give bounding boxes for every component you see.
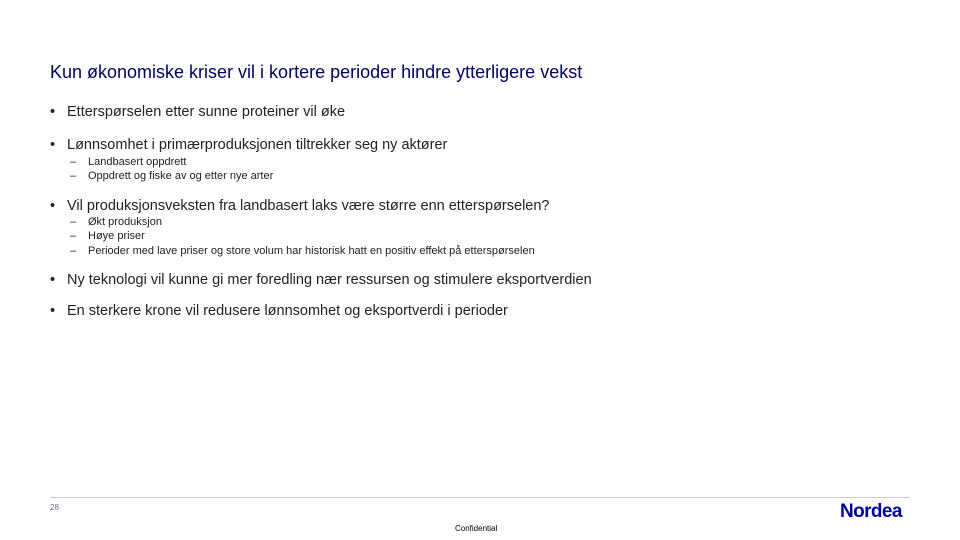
page-number: 28 bbox=[50, 503, 59, 512]
bullet-marker: • bbox=[50, 272, 56, 288]
bullet-item bbox=[50, 104, 345, 120]
bullet-text: Etterspørselen etter sunne proteiner vil øke bbox=[67, 104, 346, 120]
bullet-marker: • bbox=[50, 137, 56, 153]
sub-bullet-marker: – bbox=[70, 170, 77, 182]
confidential-label: Confidential bbox=[455, 524, 498, 533]
slide-title: Kun økonomiske kriser vil i kortere perioder hindre ytterligere vekst bbox=[50, 62, 583, 82]
bullet-marker: • bbox=[50, 104, 56, 120]
sub-bullet-text: Høye priser bbox=[88, 230, 145, 242]
sub-bullet-item bbox=[70, 170, 273, 182]
sub-bullet-text: Landbasert oppdrett bbox=[88, 156, 187, 168]
bullet-item bbox=[50, 198, 550, 214]
bullet-item bbox=[50, 272, 592, 288]
sub-bullet-item bbox=[70, 156, 186, 168]
bullet-text: Ny teknologi vil kunne gi mer foredling nær ressursen og stimulere eksportverdien bbox=[67, 272, 592, 288]
sub-bullet-marker: – bbox=[70, 156, 77, 168]
bullet-text: En sterkere krone vil redusere lønnsomhet og eksportverdi i perioder bbox=[67, 303, 508, 319]
sub-bullet-item bbox=[70, 245, 535, 257]
bullet-text: Lønnsomhet i primærproduksjonen tiltrekker seg ny aktører bbox=[67, 137, 448, 153]
bullet-text: Vil produksjonsveksten fra landbasert laks være større enn etterspørselen? bbox=[67, 198, 550, 214]
sub-bullet-item bbox=[70, 230, 145, 242]
sub-bullet-marker: – bbox=[70, 216, 77, 228]
footer-divider bbox=[50, 497, 910, 498]
bullet-marker: • bbox=[50, 303, 56, 319]
bullet-marker: • bbox=[50, 198, 56, 214]
bullet-item bbox=[50, 137, 447, 153]
sub-bullet-text: Perioder med lave priser og store volum har historisk hatt en positiv effekt på etterspørselen bbox=[88, 245, 535, 257]
sub-bullet-marker: – bbox=[70, 245, 77, 257]
nordea-logo bbox=[840, 498, 912, 522]
logo-wordmark: Nordea bbox=[840, 501, 902, 522]
bullet-item bbox=[50, 303, 508, 319]
sub-bullet-text: Oppdrett og fiske av og etter nye arter bbox=[88, 170, 274, 182]
sub-bullet-marker: – bbox=[70, 230, 77, 242]
sub-bullet-text: Økt produksjon bbox=[88, 216, 162, 228]
sub-bullet-item bbox=[70, 216, 162, 228]
